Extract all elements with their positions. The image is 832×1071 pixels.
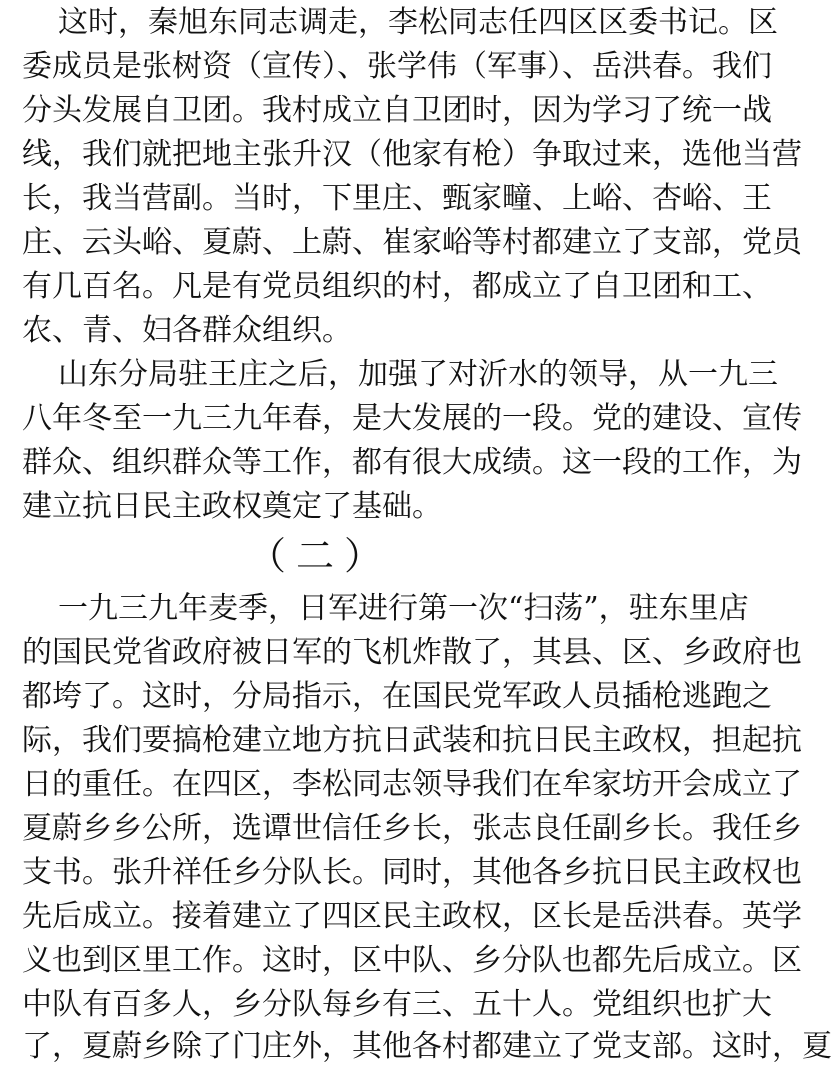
text-line: 长，我当营副。当时，下里庄、甄家疃、上峪、杏峪、王 — [22, 181, 772, 216]
text-line: 分头发展自卫团。我村成立自卫团时，因为学习了统一战 — [22, 93, 772, 128]
text-line: 群众、组织群众等工作，都有很大成绩。这一段的工作，为 — [22, 445, 802, 480]
text-line: 支书。张升祥任乡分队长。同时，其他各乡抗日民主政权也 — [22, 855, 802, 890]
text-line: 都垮了。这时，分局指示，在国民党军政人员插枪逃跑之 — [22, 679, 772, 714]
text-line: 有几百名。凡是有党员组织的村，都成立了自卫团和工、 — [22, 269, 772, 304]
text-line: 庄、云头峪、夏蔚、上蔚、崔家峪等村都建立了支部，党员 — [22, 225, 802, 260]
text-line: 山东分局驻王庄之后，加强了对沂水的领导，从一九三 — [58, 357, 778, 392]
text-line: 际，我们要搞枪建立地方抗日武装和抗日民主政权，担起抗 — [22, 723, 802, 758]
section-heading: （二） — [247, 534, 392, 578]
text-line: 建立抗日民主政权奠定了基础。 — [22, 489, 442, 524]
text-line: 这时，秦旭东同志调走，李松同志任四区区委书记。区 — [58, 5, 778, 40]
text-line: 日的重任。在四区，李松同志领导我们在牟家坊开会成立了 — [22, 767, 802, 802]
text-line: 委成员是张树资（宣传）、张学伟（军事）、岳洪春。我们 — [22, 49, 772, 84]
text-line: 的国民党省政府被日军的飞机炸散了，其县、区、乡政府也 — [22, 635, 802, 670]
text-line: 夏蔚乡乡公所，选谭世信任乡长，张志良任副乡长。我任乡 — [22, 811, 802, 846]
text-line: 一九三九年麦季，日军进行第一次“扫荡”，驻东里店 — [58, 591, 749, 626]
text-line: 了，夏蔚乡除了门庄外，其他各村都建立了党支部。这时，夏 — [22, 1029, 832, 1064]
text-line: 线，我们就把地主张升汉（他家有枪）争取过来，选他当营 — [22, 137, 802, 172]
text-line: 中队有百多人，乡分队每乡有三、五十人。党组织也扩大 — [22, 987, 772, 1022]
text-line: 先后成立。接着建立了四区民主政权，区长是岳洪春。英学 — [22, 899, 802, 934]
text-line: 农、青、妇各群众组织。 — [22, 313, 352, 348]
text-line: 义也到区里工作。这时，区中队、乡分队也都先后成立。区 — [22, 943, 802, 978]
text-line: 八年冬至一九三九年春，是大发展的一段。党的建设、宣传 — [22, 401, 802, 436]
